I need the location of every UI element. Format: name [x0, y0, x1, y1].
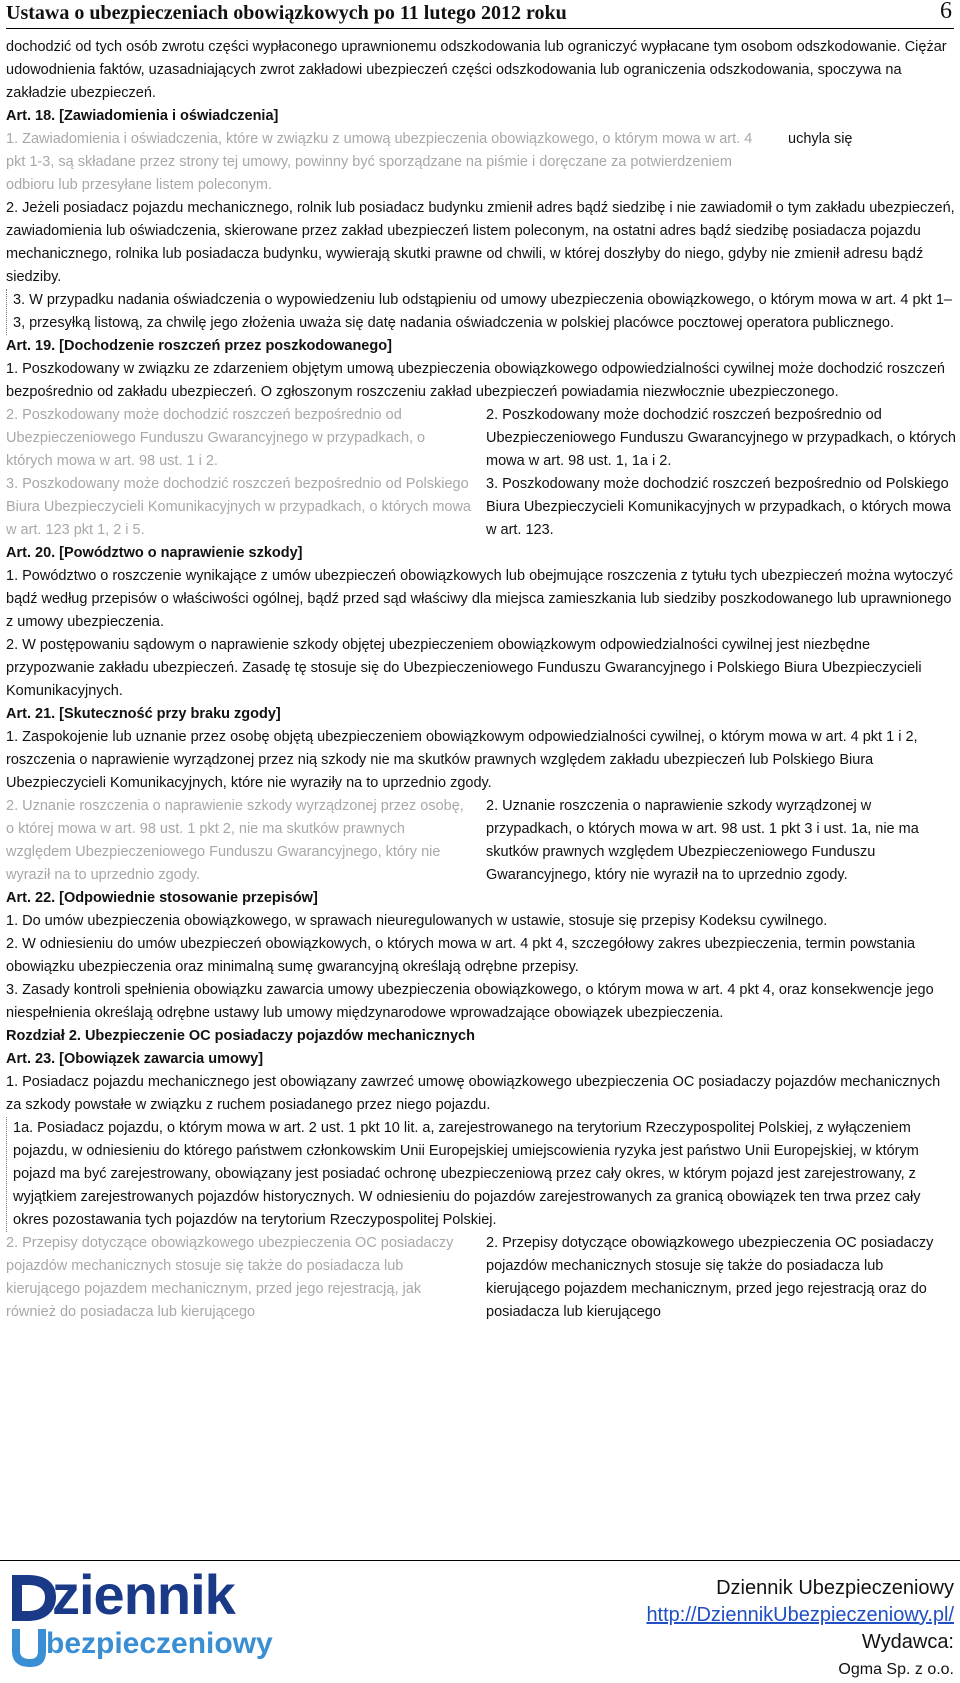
art23-1a: 1a. Posiadacz pojazdu, o którym mowa w art. 2 ust. 1 pkt 10 lit. a, zarejestrowanego na terytorium Rzeczypospolitej Polskiej, z wyłączeniem pojazdu, w odniesieniu do którego państwem członkowskim Unii Europejskiej umiejscowienia ryzyka jest państwo Unii Europejskiej, w którym pojazd ma być zarejestrowany, obowiązany jest posiadać ochronę ubezpieczeniową przez cały okres, w którym pojazd jest zarejestrowany, z wyjątkiem zarejestrowanych pojazdów historycznych. W odniesieniu do pojazdów zarejestrowanych za granicą obowiązek ten trwa przez cały okres pozostawania tych pojazdów na terytorium Rzeczypospolitej Polskiej. [6, 1117, 956, 1232]
page-header [6, 0, 954, 29]
site-name: Dziennik Ubezpieczeniowy [716, 1577, 954, 1599]
art19-2-old: 2. Poszkodowany może dochodzić roszczeń bezpośrednio od Ubezpieczeniowego Funduszu Gwarancyjnego w przypadkach, o których mowa w art. 98 ust. 1 i 2. [6, 407, 426, 469]
art19-2-comparison [6, 404, 956, 473]
art22-heading: Art. 22. [Odpowiednie stosowanie przepisów] [6, 890, 318, 906]
art23-2-new: 2. Przepisy dotyczące obowiązkowego ubezpieczenia OC posiadaczy pojazdów mechanicznych stosuje się także do posiadacza lub kierującego pojazdem mechanicznym, przed jego rejestracją oraz do posiadacza lub kierującego [486, 1235, 934, 1320]
site-url-link[interactable]: http://DziennikUbezpieczeniowy.pl/ [646, 1604, 954, 1626]
art19-1: 1. Poszkodowany w związku ze zdarzeniem objętym umową ubezpieczenia obowiązkowego odpowiedzialności cywilnej może dochodzić roszczeń bezpośrednio od zakładu ubezpieczeń. O zgłoszonym roszczeniu zakład ubezpieczeń powiadamia niezwłocznie ubezpieczonego. [6, 361, 945, 400]
logo-word-bezpieczeniowy: bezpieczeniowy [46, 1627, 273, 1660]
art20-1: 1. Powództwo o roszczenie wynikające z umów ubezpieczeń obowiązkowych lub obejmujące roszczenia z tytułu tych ubezpieczeń można wytoczyć bądź według przepisów o właściwości ogólnej, bądź przed sąd właściwy dla miejsca zamieszkania lub siedziby poszkodowanego lub uprawnionego z umowy ubezpieczenia. [6, 568, 953, 630]
logo-word-ziennik: ziennik [52, 1563, 235, 1626]
art21-2-comparison [6, 795, 956, 887]
document-body [6, 36, 956, 1324]
art21-2-new: 2. Uznanie roszczenia o naprawienie szkody wyrządzonej w przypadkach, o których mowa w art. 98 ust. 1 pkt 3 i ust. 1a, nie ma skutków prawnych względem Ubezpieczeniowego Funduszu Gwarancyjnego, który nie wyraził na to uprzednio zgody. [486, 798, 919, 883]
art19-3-old: 3. Poszkodowany może dochodzić roszczeń bezpośrednio od Polskiego Biura Ubezpieczycieli Komunikacyjnych w przypadkach, o których mowa w art. 123 pkt 1, 2 i 5. [6, 476, 471, 538]
art18-1-new: uchyla się [788, 131, 853, 147]
art23-2-comparison [6, 1232, 956, 1324]
art18-1-old: 1. Zawiadomienia i oświadczenia, które w związku z umową ubezpieczenia obowiązkowego, o którym mowa w art. 4 pkt 1-3, są składane przez strony tej umowy, powinny być sporządzane na piśmie i doręczane za potwierdzeniem odbioru lub przesyłane listem poleconym. [6, 131, 753, 193]
footer-info [646, 1575, 954, 1683]
art22-2: 2. W odniesieniu do umów ubezpieczeń obowiązkowych, o których mowa w art. 4 pkt 4, szczegółowy zakres ubezpieczenia, termin powstania obowiązku ubezpieczenia oraz minimalną sumę gwarancyjną określają odrębne przepisy. [6, 936, 916, 975]
chapter2-heading: Rozdział 2. Ubezpieczenie OC posiadaczy pojazdów mechanicznych [6, 1028, 475, 1044]
art19-3-comparison [6, 473, 956, 542]
publisher-label: Wydawca: [861, 1631, 954, 1653]
paragraph-intro: dochodzić od tych osób zwrotu części wypłaconego uprawnionemu odszkodowania lub ograniczyć wypłacane tym osobom odszkodowanie. Ciężar udowodnienia faktów, uzasadniających zwrot zakładowi ubezpieczeń części odszkodowania lub ograniczenia odszkodowania, spoczywa na zakładzie ubezpieczeń. [6, 39, 947, 101]
art22-1: 1. Do umów ubezpieczenia obowiązkowego, w sprawach nieuregulowanych w ustawie, stosuje się przepisy Kodeksu cywilnego. [6, 913, 828, 929]
art18-heading: Art. 18. [Zawiadomienia i oświadczenia] [6, 108, 279, 124]
art19-heading: Art. 19. [Dochodzenie roszczeń przez poszkodowanego] [6, 338, 392, 354]
art23-2-old: 2. Przepisy dotyczące obowiązkowego ubezpieczenia OC posiadaczy pojazdów mechanicznych stosuje się także do posiadacza lub kierującego pojazdem mechanicznym, przed jego rejestracją, jak również do posiadacza lub kierującego [6, 1235, 454, 1320]
art19-3-new: 3. Poszkodowany może dochodzić roszczeń bezpośrednio od Polskiego Biura Ubezpieczycieli Komunikacyjnych w przypadkach, o których mowa w art. 123. [486, 476, 951, 538]
art23-1: 1. Posiadacz pojazdu mechanicznego jest obowiązany zawrzeć umowę obowiązkowego ubezpieczenia OC posiadaczy pojazdów mechanicznych za szkody powstałe w związku z ruchem posiadanego przez niego pojazdu. [6, 1074, 941, 1113]
art20-heading: Art. 20. [Powództwo o naprawienie szkody] [6, 545, 303, 561]
art18-2: 2. Jeżeli posiadacz pojazdu mechanicznego, rolnik lub posiadacz budynku zmienił adres bądź siedzibę i nie zawiadomił o tym zakładu ubezpieczeń, zawiadomienia lub oświadczenia, skierowane przez zakład ubezpieczeń listem poleconym, na ostatni adres bądź siedzibę posiadacza pojazdu mechanicznego, rolnika lub posiadacza budynku, wywierają skutki prawne od chwili, w której doszłyby do niego, gdyby nie zmienił adresu bądź siedziby. [6, 200, 955, 285]
page-footer [0, 1560, 960, 1678]
dziennik-logo[interactable] [6, 1563, 306, 1669]
art21-2-old: 2. Uznanie roszczenia o naprawienie szkody wyrządzonej przez osobę, o której mowa w art. 98 ust. 1 pkt 2, nie ma skutków prawnych względem Ubezpieczeniowego Funduszu Gwarancyjnego, który nie wyraził na to uprzednio zgody. [6, 798, 464, 883]
art23-heading: Art. 23. [Obowiązek zawarcia umowy] [6, 1051, 264, 1067]
art21-heading: Art. 21. [Skuteczność przy braku zgody] [6, 706, 281, 722]
document-title: Ustawa o ubezpieczeniach obowiązkowych po 11 lutego 2012 roku [6, 2, 567, 24]
art18-3: 3. W przypadku nadania oświadczenia o wypowiedzeniu lub odstąpieniu od umowy ubezpieczenia obowiązkowego, o którym mowa w art. 4 pkt 1–3, przesyłką listową, za chwilę jego złożenia uważa się datę nadania oświadczenia w polskiej placówce pocztowej operatora publicznego. [6, 289, 956, 335]
page-number: 6 [940, 0, 952, 24]
publisher-name: Ogma Sp. z o.o. [838, 1661, 954, 1678]
art21-1: 1. Zaspokojenie lub uznanie przez osobę objętą ubezpieczeniem obowiązkowym odpowiedzialności cywilnej, o którym mowa w art. 4 pkt 1 i 2, roszczenia o naprawienie wyrządzonej przez nią szkody nie ma skutków prawnych względem zakładu ubezpieczeń lub Polskiego Biura Ubezpieczycieli Komunikacyjnych, które nie wyraziły na to uprzednio zgody. [6, 729, 918, 791]
art22-3: 3. Zasady kontroli spełnienia obowiązku zawarcia umowy ubezpieczenia obowiązkowego, o którym mowa w art. 4 pkt 4, oraz konsekwencje jego niespełnienia określają odrębne ustawy lub umowy międzynarodowe wprowadzające obowiązek ubezpieczenia. [6, 982, 934, 1021]
art20-2: 2. W postępowaniu sądowym o naprawienie szkody objętej ubezpieczeniem obowiązkowym odpowiedzialności cywilnej jest niezbędne przypozwanie zakładu ubezpieczeń. Zasadę tę stosuje się do Ubezpieczeniowego Funduszu Gwarancyjnego i Polskiego Biura Ubezpieczycieli Komunikacyjnych. [6, 637, 922, 699]
art19-2-new: 2. Poszkodowany może dochodzić roszczeń bezpośrednio od Ubezpieczeniowego Funduszu Gwarancyjnego w przypadkach, o których mowa w art. 98 ust. 1, 1a i 2. [486, 407, 956, 469]
art18-1-comparison [6, 128, 956, 197]
